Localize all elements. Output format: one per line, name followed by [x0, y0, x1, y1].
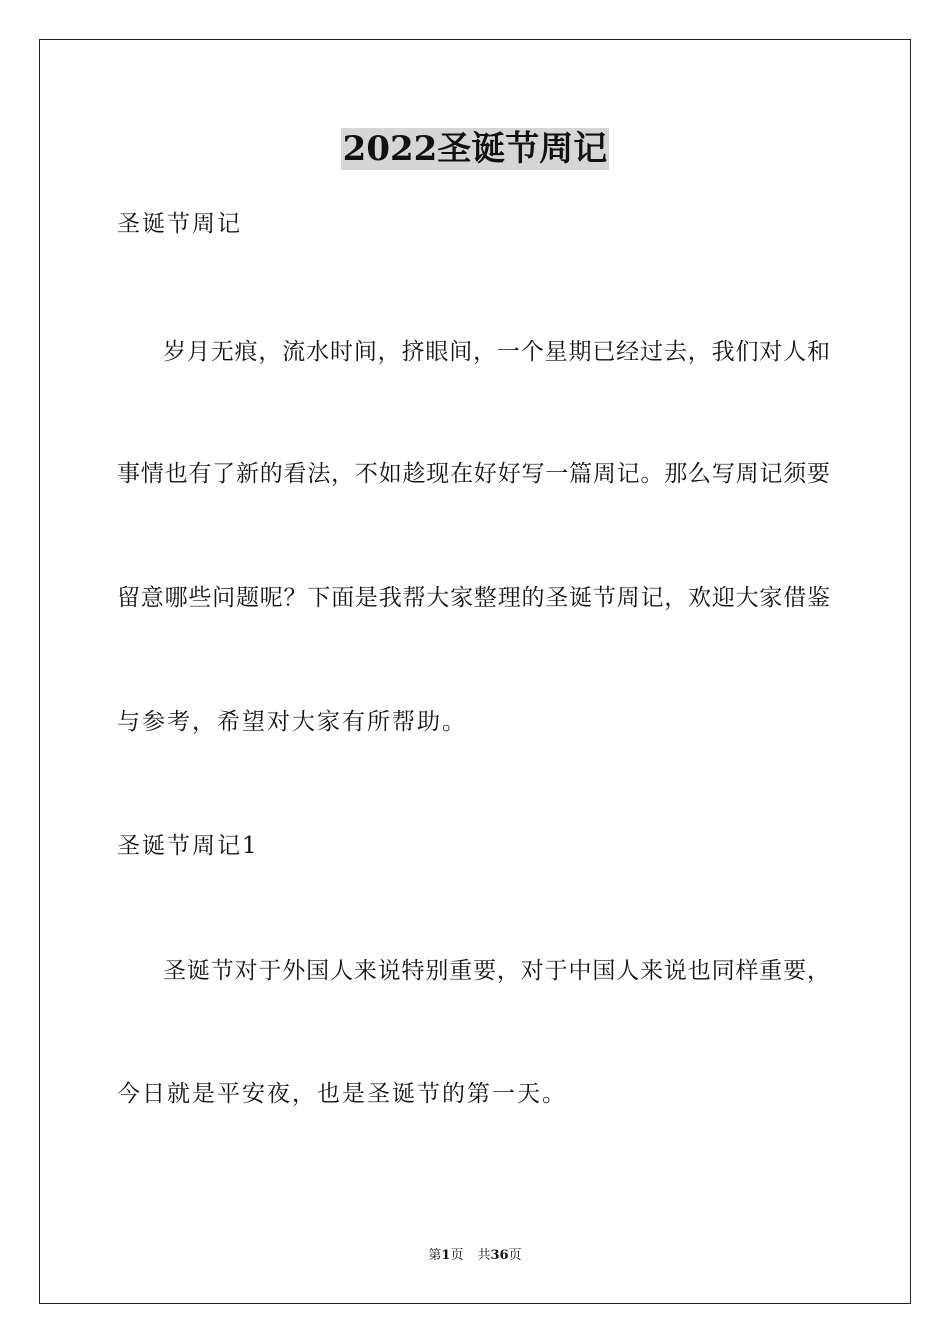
- paragraph-line-6: 今日就是平安夜，也是圣诞节的第一天。: [117, 1081, 567, 1107]
- footer-total-pages: 36: [490, 1248, 509, 1263]
- section-heading: 圣诞节周记1: [117, 833, 259, 859]
- paragraph-line-2: 事情也有了新的看法，不如趁现在好好写一篇周记。那么写周记须要: [117, 461, 830, 487]
- footer-page-suffix: 页: [450, 1248, 464, 1263]
- paragraph-line-5: 圣诞节对于外国人来说特别重要，对于中国人来说也同样重要，: [163, 958, 830, 984]
- footer-total-suffix: 页: [508, 1248, 522, 1263]
- footer-total-prefix: 共: [477, 1248, 491, 1263]
- footer-page-number: 1: [441, 1248, 451, 1263]
- subheading-line: 圣诞节周记: [117, 211, 242, 237]
- page-footer: [0, 1247, 950, 1265]
- paragraph-line-3: 留意哪些问题呢？下面是我帮大家整理的圣诞节周记，欢迎大家借鉴: [117, 585, 830, 611]
- paragraph-line-1: 岁月无痕，流水时间，挤眼间，一个星期已经过去，我们对人和: [163, 339, 830, 365]
- title-container: [0, 128, 950, 170]
- document-title: 2022圣诞节周记: [342, 129, 608, 169]
- footer-page-prefix: 第: [428, 1248, 442, 1263]
- paragraph-line-4: 与参考，希望对大家有所帮助。: [117, 709, 467, 735]
